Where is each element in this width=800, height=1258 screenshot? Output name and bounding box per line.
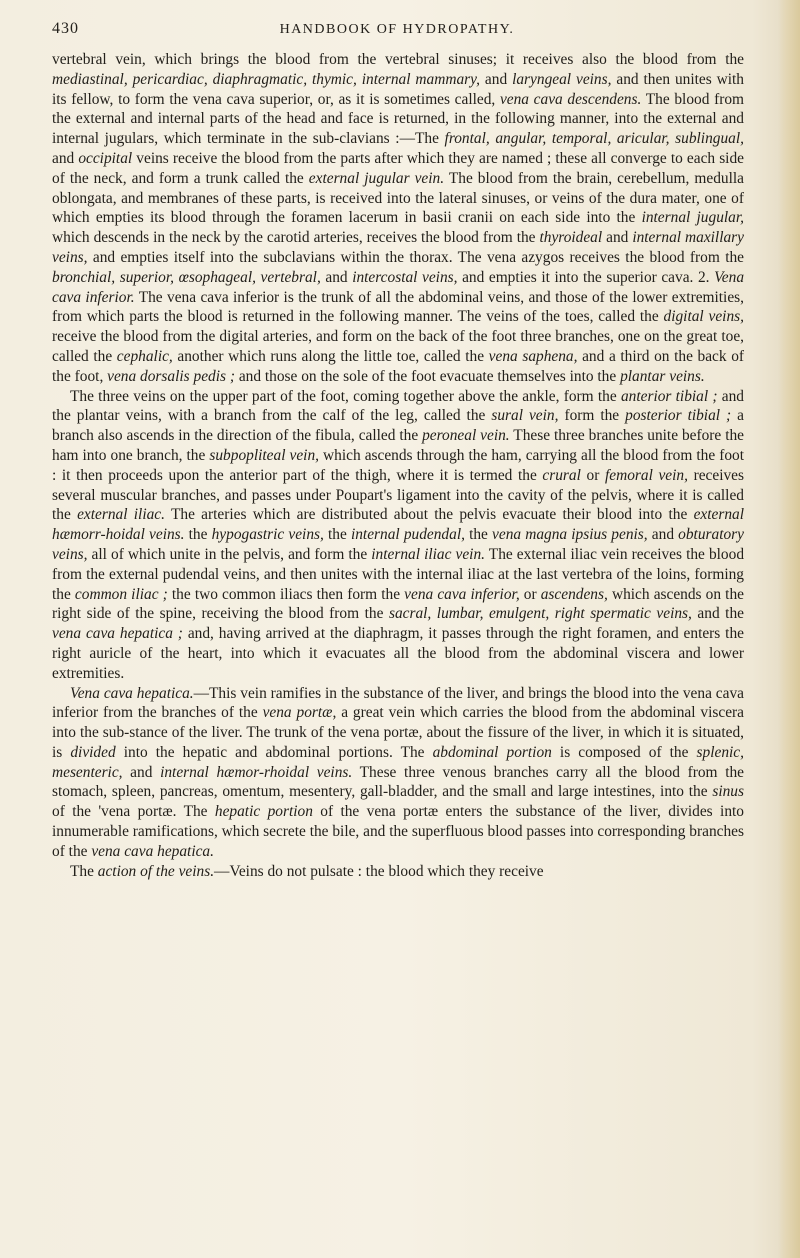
text-run: vertebral vein, which brings the blood from the vertebral sinuses; it receives also the blood from the (52, 51, 744, 68)
italic-term: hepatic portion (214, 803, 313, 821)
text-run: of the 'vena portæ. The (52, 803, 215, 821)
text-run: veins receive the blood from the parts after which they are named ; these all converge to each side of the neck, and form a trunk called the (52, 149, 744, 187)
text-run: receives several muscular branches, and passes under Poupart's ligament into the cavity of the pelvis, where it is called the (52, 466, 744, 524)
text-run: form the (558, 407, 626, 425)
italic-term: vena cava hepatica. (91, 842, 214, 860)
italic-term: posterior tibial ; (625, 407, 732, 425)
italic-term: vena cava inferior, (404, 585, 520, 603)
text-run: and a third on the back of the foot, (52, 347, 745, 385)
text-run: the two common iliacs then form the (167, 585, 405, 603)
text-run: The three veins on the upper part of the foot, coming together above the ankle, form the (70, 387, 621, 405)
text-run: which descends in the neck by the carotid arteries, receives the blood from the (52, 229, 540, 247)
body-text (52, 50, 744, 881)
paragraph-3 (52, 684, 744, 862)
italic-term: crural (542, 466, 581, 484)
text-run: These three venous branches carry all the blood from the stomach, spleen, pancreas, omentum, mesentery, gall-bladder, and the small and large intestines, into the (52, 763, 745, 801)
text-run: of the vena portæ enters the substance of the liver, divides into innumerable ramifications, which secrete the bile, and the superfluous blood passes into corresponding branches of the (52, 803, 744, 860)
italic-term: external hæmorr-hoidal veins. (52, 506, 744, 544)
text-run: and (480, 70, 513, 88)
italic-term: Vena cava inferior. (52, 268, 745, 306)
italic-term: sacral, lumbar, emulgent, right spermatic veins, (388, 605, 692, 623)
italic-term: laryngeal veins, (512, 70, 612, 88)
text-run: and (122, 763, 161, 781)
text-run: The external iliac vein receives the blood from the external pudendal veins, and then unites with the internal iliac at the last vertebra of the loins, forming the (52, 545, 745, 603)
running-title: HANDBOOK OF HYDROPATHY. (279, 22, 515, 37)
italic-term: action of the veins. (97, 862, 215, 880)
text-run: and (52, 149, 79, 167)
text-run: and (602, 229, 633, 247)
text-run: the (323, 526, 351, 544)
page-header (52, 20, 742, 46)
text-run: —Veins do not pulsate : the blood which they receive (214, 862, 544, 880)
italic-term: vena dorsalis pedis ; (107, 367, 235, 385)
italic-term: bronchial, superior, œsophageal, vertebral, (52, 268, 321, 286)
text-run: and then unites with its fellow, to form the vena cava superior, or, as it is sometimes called, (52, 70, 744, 108)
text-run: and empties it into the superior cava. 2. (457, 268, 715, 286)
text-run: receive the blood from the digital arteries, and form on the back of the foot three branches, one on the great toe, called the (52, 328, 744, 365)
paragraph-1 (52, 50, 744, 387)
italic-term: internal hæmor-rhoidal veins. (160, 763, 353, 781)
italic-term: obturatory veins, (52, 526, 744, 563)
italic-term: internal pudendal, (350, 526, 465, 544)
text-run: The blood from the external and internal parts of the head and face is returned, in the following manner, into the external and internal jugulars, which terminate in the sub-clavians :—The (52, 90, 745, 148)
italic-term: splenic, mesenteric, (52, 743, 744, 781)
text-run: the (184, 526, 212, 544)
italic-term: subpopliteal vein, (209, 446, 319, 464)
italic-term: external jugular vein. (308, 169, 445, 187)
italic-term: peroneal vein. (422, 427, 510, 445)
italic-term: abdominal portion (432, 743, 552, 761)
italic-term: vena saphena, (488, 347, 578, 365)
text-run: and empties itself into the subclavians within the thorax. The vena azygos receives the blood from the (87, 248, 744, 266)
italic-term: hypogastric veins, (211, 526, 324, 544)
text-run: The arteries which are distributed about the pelvis evacuate their blood into the (164, 506, 694, 524)
italic-term: frontal, angular, temporal, aricular, sublingual, (444, 130, 744, 148)
italic-term: vena cava descendens. (499, 90, 642, 108)
italic-term: femoral vein, (604, 466, 688, 484)
text-run: and the plantar veins, with a branch from the calf of the leg, called the (52, 387, 745, 425)
italic-term: digital veins, (663, 308, 744, 326)
italic-term: intercostal veins, (352, 268, 458, 286)
text-run: and the (691, 605, 744, 623)
text-run: the (464, 526, 493, 544)
italic-term: internal iliac vein. (371, 545, 485, 563)
page-edge-shadow (778, 0, 800, 1258)
italic-term: anterior tibial ; (620, 387, 718, 405)
text-run: a branch also ascends in the direction of the fibula, called the (52, 407, 744, 445)
paragraph-2 (52, 387, 744, 684)
text-run: and (647, 526, 679, 544)
text-run: or (580, 466, 605, 484)
italic-term: internal maxillary veins, (52, 229, 744, 266)
italic-term: internal jugular, (641, 209, 744, 227)
page-number: 430 (52, 20, 79, 37)
text-run: all of which unite in the pelvis, and form the (87, 545, 372, 563)
text-run: or (519, 585, 541, 603)
italic-term: divided (70, 743, 116, 761)
italic-term: vena cava hepatica ; (52, 625, 183, 643)
text-run: The (70, 862, 98, 880)
text-run: The blood from the brain, cerebellum, medulla oblongata, and membranes of these parts, is received into the lateral sinuses, or veins of the dura mater, one of which empties its blood through the foramen lacerum in basii cranii on each side into the (52, 169, 744, 227)
italic-term: Vena cava hepatica. (70, 684, 194, 702)
text-run: another which runs along the little toe, called the (172, 347, 489, 365)
italic-term: common iliac ; (74, 585, 168, 603)
italic-term: vena magna ipsius penis, (492, 526, 648, 544)
text-run: and (320, 268, 353, 286)
text-run: is composed of the (551, 743, 697, 761)
italic-term: plantar veins. (620, 367, 705, 385)
italic-term: cephalic, (116, 347, 173, 365)
italic-term: occipital (78, 149, 133, 167)
text-run: which ascends on the right side of the spine, receiving the blood from the (52, 585, 744, 623)
text-run: which ascends through the ham, carrying all the blood from the foot : it then proceeds upon the anterior part of the thigh, where it is termed the (52, 446, 744, 484)
paragraph-4 (52, 862, 744, 882)
italic-term: mediastinal, pericardiac, diaphragmatic, thymic, internal mammary, (52, 70, 480, 88)
italic-term: ascendens, (540, 585, 608, 603)
text-run: —This vein ramifies in the substance of the liver, and brings the blood into the vena cava inferior from the branches of the (52, 684, 744, 722)
italic-term: external iliac. (77, 506, 165, 524)
text-run: and, having arrived at the diaphragm, it passes through the right foramen, and enters the right auricle of the heart, into which it evacuates all the blood from the abdominal viscera and lower extremities. (52, 625, 744, 682)
italic-term: vena portæ, (262, 704, 337, 722)
italic-term: sinus (712, 783, 744, 801)
italic-term: sural vein, (491, 407, 559, 425)
text-run: into the hepatic and abdominal portions. The (115, 743, 433, 761)
text-run: and those on the sole of the foot evacuate themselves into the (234, 367, 621, 385)
text-run: The vena cava inferior is the trunk of all the abdominal veins, and those of the lower extremities, from which parts the blood is returned in the following manner. The veins of the toes, called the (52, 288, 744, 326)
text-run: These three branches unite before the ham into one branch, the (52, 427, 744, 464)
italic-term: thyroideal (539, 229, 603, 247)
text-run: a great vein which carries the blood from the abdominal viscera into the sub-stance of the liver. The trunk of the vena portæ, about the fissure of the liver, in which it is situated, is (52, 704, 744, 761)
